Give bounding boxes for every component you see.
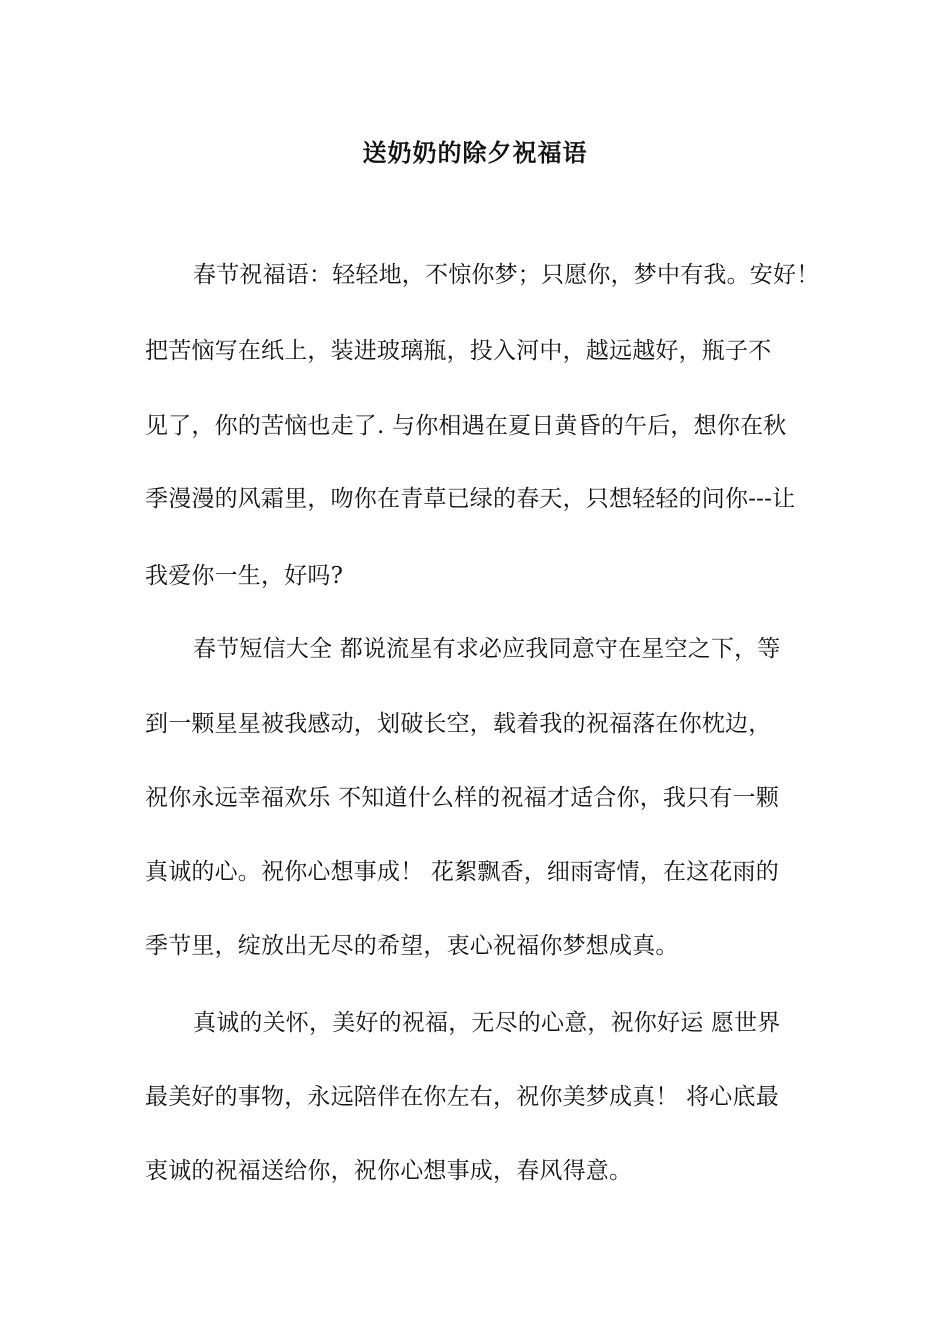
paragraph-2-line-4: 真诚的心。祝你心想事成！ 花絮飘香，细雨寄情，在这花雨的 — [145, 859, 779, 885]
paragraph-1-line-2: 把苦恼写在纸上，装进玻璃瓶，投入河中，越远越好，瓶子不 — [145, 338, 772, 364]
paragraph-2-line-2: 到一颗星星被我感动，划破长空，载着我的祝福落在你枕边， — [145, 711, 772, 737]
paragraph-1-line-3: 见了，你的苦恼也走了. 与你相遇在夏日黄昏的午后，想你在秋 — [145, 413, 787, 439]
paragraph-1-line-5: 我爱你一生，好吗? — [145, 563, 344, 589]
document-title: 送奶奶的除夕祝福语 — [362, 138, 588, 167]
paragraph-2-line-3: 祝你永远幸福欢乐 不知道什么样的祝福才适合你，我只有一颗 — [145, 785, 779, 811]
paragraph-1-line-4: 季漫漫的风霜里，吻你在青草已绿的春天，只想轻轻的问你---让 — [145, 486, 796, 512]
paragraph-3-line-1: 真诚的关怀，美好的祝福，无尽的心意，祝你好运 愿世界 — [193, 1010, 781, 1036]
paragraph-2-line-1: 春节短信大全 都说流星有求必应我同意守在星空之下，等 — [193, 636, 781, 662]
paragraph-2-line-5: 季节里，绽放出无尽的希望，衷心祝福你梦想成真。 — [145, 933, 679, 959]
paragraph-3-line-2: 最美好的事物，永远陪伴在你左右，祝你美梦成真！ 将心底最 — [145, 1084, 779, 1110]
paragraph-3-line-3: 衷诚的祝福送给你，祝你心想事成，春风得意。 — [145, 1158, 633, 1184]
paragraph-1-line-1: 春节祝福语：轻轻地，不惊你梦；只愿你，梦中有我。安好！ — [193, 262, 820, 288]
